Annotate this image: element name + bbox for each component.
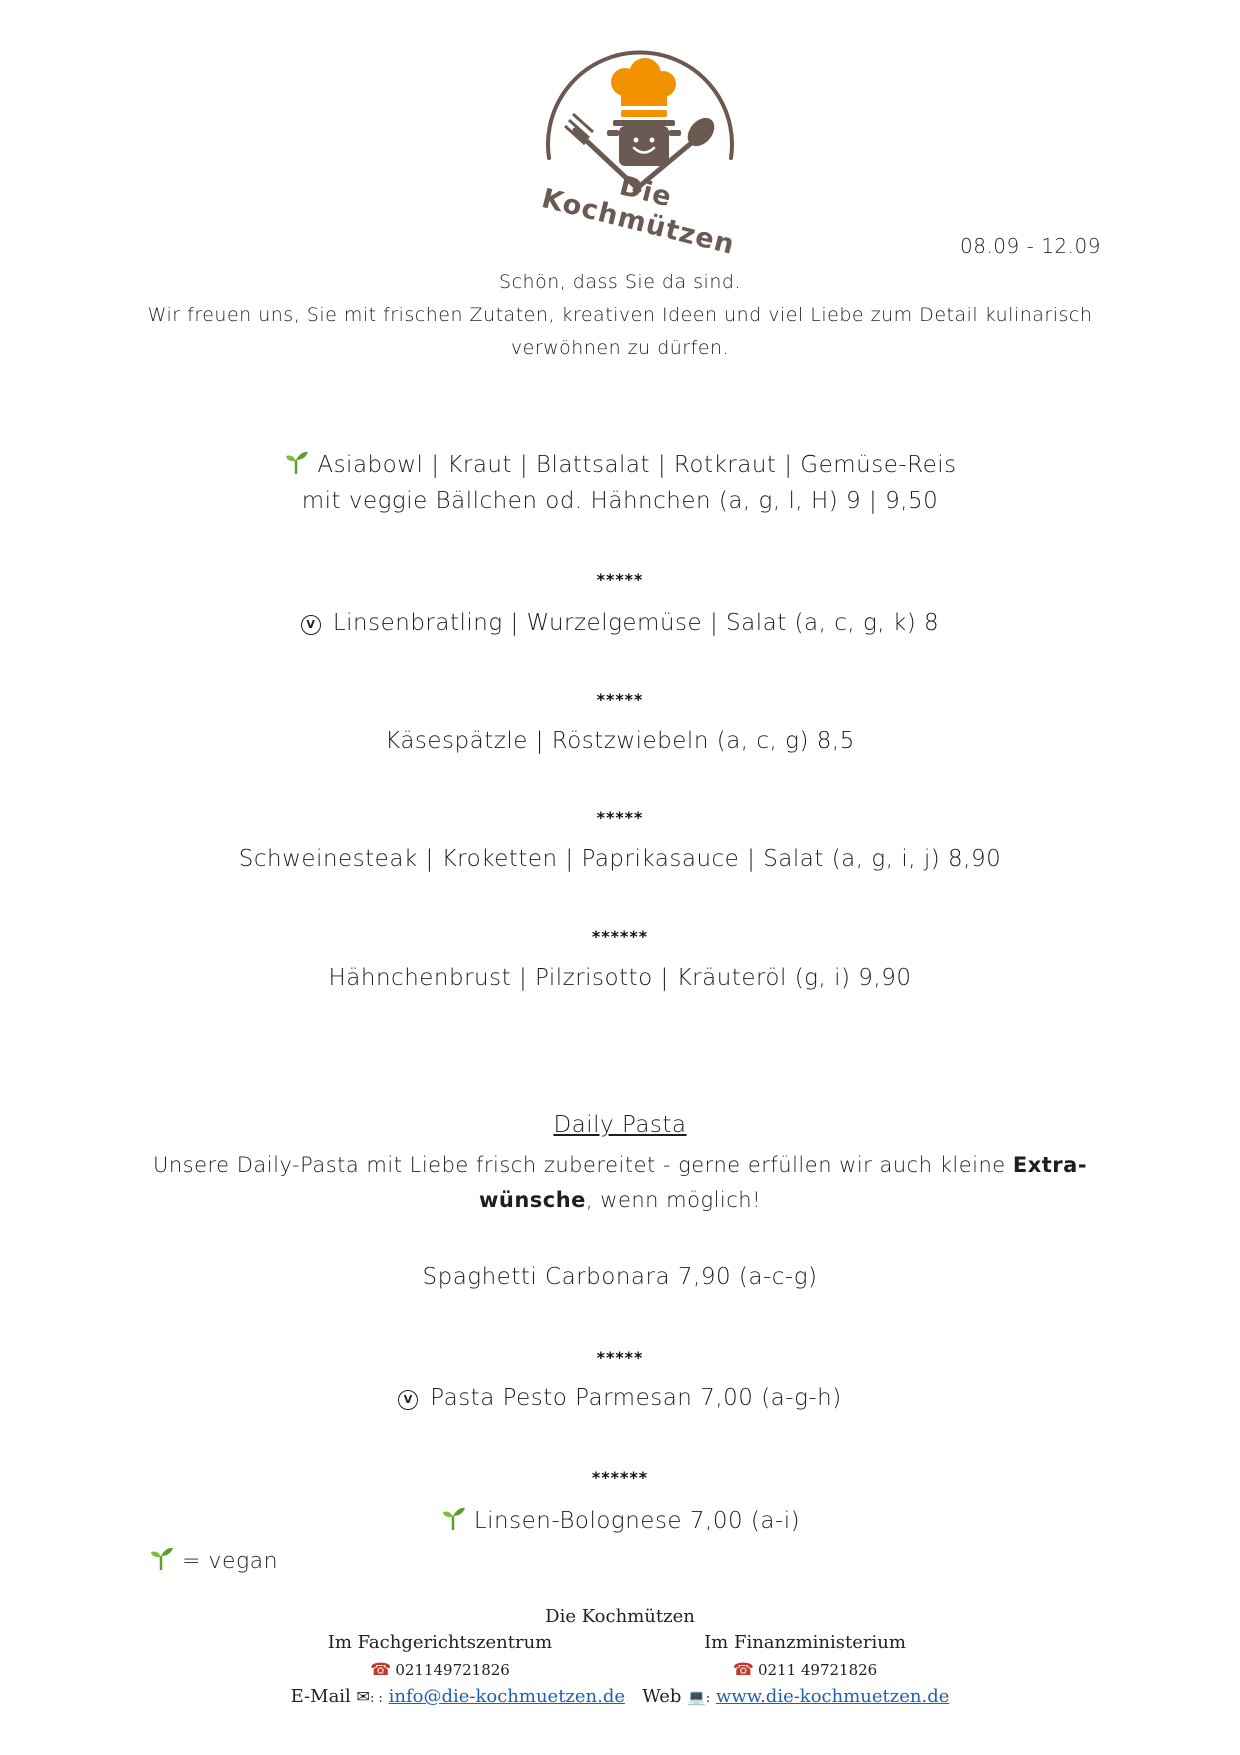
vegan-sprout-icon: [440, 1505, 466, 1531]
pasta-item-3-text: Linsen-Bolognese 7,00 (a-i): [473, 1508, 801, 1534]
dish-3: Käsespätzle | Röstzwiebeln (a, c, g) 8,5: [385, 728, 855, 754]
footer-location-2: Im Finanzministerium: [704, 1632, 906, 1653]
computer-icon: 💻: [687, 1688, 706, 1706]
web-link[interactable]: www.die-kochmuetzen.de: [715, 1686, 950, 1707]
email-separator: : :: [369, 1691, 383, 1706]
pasta-item-1: Spaghetti Carbonara 7,90 (a-c-g): [422, 1264, 818, 1290]
separator: *****: [596, 690, 644, 709]
footer-phone-2: [620, 1660, 990, 1680]
logo-text: Die Kochmützen: [538, 170, 738, 261]
separator: *****: [596, 1348, 644, 1367]
pasta-intro-bold-2: wünsche: [478, 1188, 586, 1212]
pasta-heading: [0, 1112, 1240, 1138]
separator: *****: [596, 808, 644, 827]
pasta-intro-bold-1: Extra-: [1012, 1153, 1088, 1177]
mail-icon: ✉: [356, 1687, 370, 1706]
vegetarian-badge-icon: V: [398, 1390, 418, 1410]
separator: *****: [596, 570, 644, 589]
dish-1-text-1: Asiabowl | Kraut | Blattsalat | Rotkraut | Gemüse-Reis: [317, 452, 957, 478]
phone-icon: ☎: [732, 1660, 754, 1680]
dish-4: Schweinesteak | Kroketten | Paprikasauce | Salat (a, g, i, j) 8,90: [238, 846, 1002, 872]
dish-2: [0, 610, 1240, 636]
date-range: 08.09 - 12.09: [960, 234, 1101, 258]
separator: ******: [591, 1468, 649, 1487]
pasta-heading-text: Daily Pasta: [553, 1112, 687, 1138]
vegetarian-badge-icon: V: [301, 615, 321, 635]
dish-1-line-2: mit veggie Bällchen od. Hähnchen (a, g, l, H) 9 | 9,50: [301, 488, 939, 514]
vegan-sprout-icon: [283, 449, 309, 475]
footer-phone-1: [260, 1660, 620, 1680]
legend-vegan-text: = vegan: [182, 1549, 279, 1574]
logo: [535, 40, 745, 261]
dish-2-text: Linsenbratling | Wurzelgemüse | Salat (a, c, g, k) 8: [332, 610, 940, 636]
dish-1-line-1: [0, 449, 1240, 478]
footer-contact: [0, 1686, 1240, 1707]
pasta-item-2: [0, 1385, 1240, 1411]
footer-phone-2-number: 0211 49721826: [757, 1661, 878, 1679]
intro-line-1: Wir freuen uns, Sie mit frischen Zutaten, kreativen Ideen und viel Liebe zum Detail kulinarisch: [147, 304, 1093, 326]
footer-phone-1-number: 021149721826: [395, 1661, 510, 1679]
pasta-intro-line-2: [0, 1188, 1240, 1212]
pasta-intro-text: Unsere Daily-Pasta mit Liebe frisch zubereitet - gerne erfüllen wir auch kleine: [152, 1153, 1013, 1177]
pasta-item-3: [0, 1505, 1240, 1534]
separator: ******: [591, 927, 649, 946]
web-separator: :: [705, 1691, 711, 1706]
web-label: Web: [642, 1686, 682, 1707]
footer-company: Die Kochmützen: [545, 1606, 695, 1627]
intro-line-2: verwöhnen zu dürfen.: [510, 337, 730, 359]
pasta-item-2-text: Pasta Pesto Parmesan 7,00 (a-g-h): [430, 1385, 842, 1411]
greeting: Schön, dass Sie da sind.: [499, 271, 741, 293]
pasta-intro-end: , wenn möglich!: [585, 1188, 762, 1212]
phone-icon: ☎: [370, 1660, 392, 1680]
vegan-sprout-icon: [148, 1545, 174, 1571]
pasta-intro-line-1: [0, 1153, 1240, 1177]
legend-vegan: [148, 1545, 278, 1574]
footer-location-1: Im Fachgerichtszentrum: [327, 1632, 553, 1653]
email-label: E-Mail: [290, 1686, 351, 1707]
email-link[interactable]: info@die-kochmuetzen.de: [388, 1686, 626, 1707]
dish-5: Hähnchenbrust | Pilzrisotto | Kräuteröl (g, i) 9,90: [328, 965, 912, 991]
